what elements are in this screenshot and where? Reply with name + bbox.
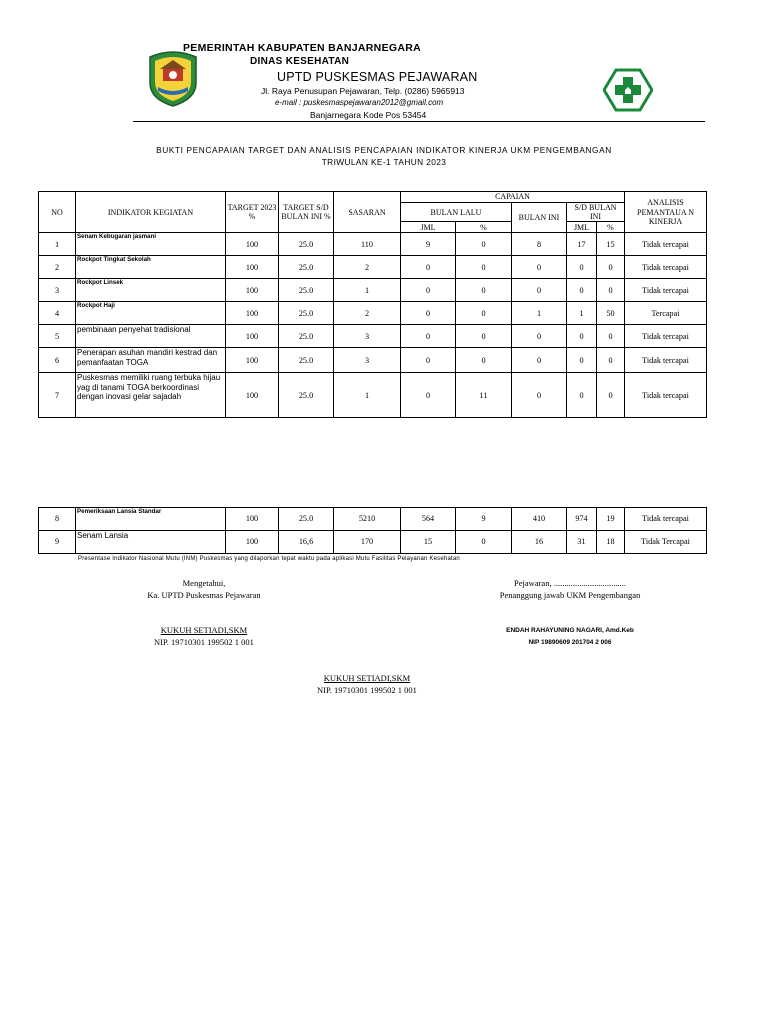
- status-text: Tidak tercapai: [625, 233, 707, 256]
- header-bl-pct: %: [456, 222, 512, 233]
- indicator-name: Rockpot Haji: [76, 302, 226, 325]
- indicator-table-continued: [38, 507, 707, 554]
- indicator-name: Senam Lansia: [76, 531, 226, 554]
- document-period: TRIWULAN KE-1 TAHUN 2023: [321, 157, 447, 167]
- table-row: 8 Pemeriksaan Lansia Standar 100 25.0 5210 564 9 410 974 19 Tidak tercapai: [39, 508, 707, 531]
- signature-left-label1: Mengetahui,: [182, 578, 226, 588]
- signature-right-name: ENDAH RAHAYUNING NAGARI, Amd.Keb: [506, 627, 634, 634]
- table-row: 4 Rockpot Haji 100 25.0 2 0 0 1 1 50 Tercapai: [39, 302, 707, 325]
- document-title: BUKTI PENCAPAIAN TARGET DAN ANALISIS PENCAPAIAN INDIKATOR KINERJA UKM PENGEMBANGAN: [156, 145, 612, 155]
- table-row: 1 Senam Kebugaran jasmani 100 25.0 110 9 0 8 17 15 Tidak tercapai: [39, 233, 707, 256]
- header-sasaran: SASARAN: [334, 192, 401, 233]
- status-text: Tidak tercapai: [625, 256, 707, 279]
- header-target: TARGET 2023 %: [226, 192, 279, 233]
- header-capaian: CAPAIAN: [401, 192, 625, 203]
- banjarnegara-regency-emblem-icon: [146, 49, 200, 107]
- status-text: Tidak tercapai: [625, 348, 707, 373]
- indicator-name: Penerapan asuhan mandiri kestrad dan pemanfaatan TOGA: [76, 348, 226, 373]
- table-row: 2 Rockpot Tingkat Sekolah 100 25.0 2 0 0 0 0 0 Tidak tercapai: [39, 256, 707, 279]
- indicator-name: pembinaan penyehat tradisional: [76, 325, 226, 348]
- indicator-name: Rockpot Linsek: [76, 279, 226, 302]
- header-no: NO: [39, 192, 76, 233]
- signature-right-label: Penanggung jawab UKM Pengembangan: [499, 590, 641, 600]
- signature-left-nip: NIP. 19710301 199502 1 001: [154, 637, 254, 647]
- signature-right-nip: NIP 19890609 201704 2 006: [528, 639, 612, 646]
- table-row: 3 Rockpot Linsek 100 25.0 1 0 0 0 0 0 Tidak tercapai: [39, 279, 707, 302]
- table-row: 6 Penerapan asuhan mandiri kestrad dan pemanfaatan TOGA 100 25.0 3 0 0 0 0 0 Tidak tercapai: [39, 348, 707, 373]
- inm-note: Presentase Indikator Nasional Mutu (INM) Puskesmas yang dilaporkan tepat waktu pada aplikasi Mutu Fasilitas Pelayanan Kesehatan: [78, 556, 460, 562]
- indicator-name: Pemeriksaan Lansia Standar: [76, 508, 226, 531]
- table-row: 7 Puskesmas memiliki ruang terbuka hijau yag di tanami TOGA berkoordinasi dengan inovasi gelar sajadah 100 25.0 1 0 11 0 0 0 Tidak tercapai: [39, 373, 707, 418]
- indicator-table: [38, 191, 707, 418]
- indicator-name: Puskesmas memiliki ruang terbuka hijau yag di tanami TOGA berkoordinasi dengan inovasi gelar sajadah: [76, 373, 226, 418]
- status-text: Tidak tercapai: [625, 508, 707, 531]
- status-text: Tidak tercapai: [625, 325, 707, 348]
- header-analisis: ANALISIS PEMANTAUA N KINERJA: [625, 192, 707, 233]
- puskesmas-green-cross-icon: [603, 68, 653, 112]
- signature-bottom-name: KUKUH SETIADI,SKM: [323, 673, 411, 683]
- signature-left-name: KUKUH SETIADI,SKM: [160, 625, 248, 635]
- header-target-sd: TARGET S/D BULAN INI %: [279, 192, 334, 233]
- indicator-name: Senam Kebugaran jasmani: [76, 233, 226, 256]
- status-text: Tidak tercapai: [625, 373, 707, 418]
- status-text: Tercapai: [625, 302, 707, 325]
- header-city: Banjarnegara Kode Pos 53454: [310, 110, 427, 120]
- status-text: Tidak tercapai: [625, 279, 707, 302]
- header-bulan-lalu: BULAN LALU: [401, 203, 512, 222]
- table-row: 9 Senam Lansia 100 16,6 170 15 0 16 31 18 Tidak Tercapai: [39, 531, 707, 554]
- header-sd-jml: JML: [567, 222, 597, 233]
- signature-bottom-nip: NIP. 19710301 199502 1 001: [317, 685, 417, 695]
- header-bl-jml: JML: [401, 222, 456, 233]
- header-institution: UPTD PUSKESMAS PEJAWARAN: [277, 70, 478, 84]
- header-address: Jl. Raya Penusupan Pejawaran, Telp. (0286) 5965913: [261, 86, 465, 96]
- letterhead-divider: [133, 121, 705, 122]
- status-text: Tidak Tercapai: [625, 531, 707, 554]
- header-indikator: INDIKATOR KEGIATAN: [76, 192, 226, 233]
- indicator-name: Rockpot Tingkat Sekolah: [76, 256, 226, 279]
- signature-right-place-date: Pejawaran, ..................................: [514, 578, 626, 588]
- header-sd-pct: %: [597, 222, 625, 233]
- header-bulan-ini: BULAN INI: [512, 203, 567, 233]
- signature-left-label2: Ka. UPTD Puskesmas Pejawaran: [147, 590, 261, 600]
- table-row: 5 pembinaan penyehat tradisional 100 25.0 3 0 0 0 0 0 Tidak tercapai: [39, 325, 707, 348]
- header-sd-bulan-ini: S/D BULAN INI: [567, 203, 625, 222]
- header-department: DINAS KESEHATAN: [250, 56, 350, 67]
- header-government: PEMERINTAH KABUPATEN BANJARNEGARA: [183, 42, 421, 54]
- header-email: e-mail : puskesmaspejawaran2012@gmail.com: [275, 98, 444, 107]
